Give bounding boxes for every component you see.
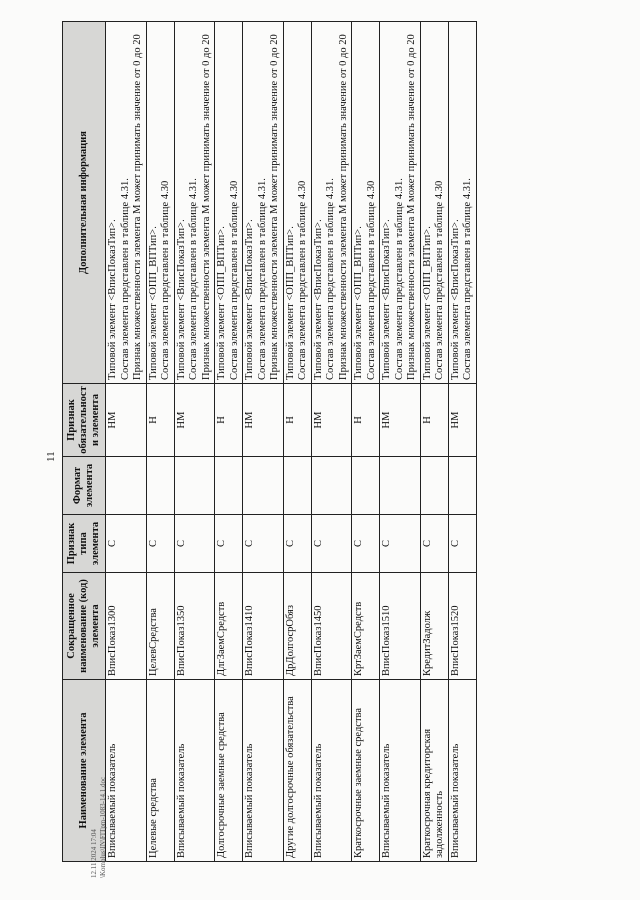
cell-name [106,680,147,862]
cell-name-line: Вписываемый показатель [381,743,392,858]
cell-info-line: Типовой элемент <ВписПоказТип>. [244,219,255,380]
cell-format [420,457,448,515]
cell-info-line: Типовой элемент <ВписПоказТип>. [107,219,118,380]
cell-required [174,384,215,457]
header-code: Сокращенное наименование (код) элемента [63,573,106,680]
cell-name-line: Вписываемый показатель [107,743,118,858]
cell-info [420,22,448,384]
cell-info [448,22,476,384]
cell-format [380,457,421,515]
cell-type [352,515,380,573]
cell-info [352,22,380,384]
cell-name-line: Целевые средства [147,778,159,858]
cell-required-line: НМ [107,411,118,429]
cell-required [243,384,284,457]
cell-name [448,680,476,862]
cell-required [352,384,380,457]
cell-name [174,680,215,862]
cell-type [448,515,476,573]
cell-type [283,515,311,573]
cell-name [420,680,448,862]
cell-type [380,515,421,573]
cell-format [106,457,147,515]
cell-type [215,515,243,573]
cell-code-line: ДлгЗаемСредств [216,601,227,676]
cell-type-line: С [107,540,118,548]
cell-format [352,457,380,515]
cell-info [215,22,243,384]
cell-info-line: Типовой элемент <ВписПоказТип>. [175,219,187,380]
table-row [243,22,284,862]
cell-info-line: Признак множественности элемента М может принимать значение от 0 до 20 [269,34,280,380]
cell-info-line: Признак множественности элемента М может принимать значение от 0 до 20 [132,34,143,380]
rotated-table-wrapper [62,22,477,862]
table-row [215,22,243,862]
cell-type [311,515,352,573]
page-number: 11 [45,451,57,462]
cell-code-line: ВписПоказ1410 [244,605,255,676]
cell-code [420,573,448,680]
cell-code-line: КртЗаемСредств [353,601,364,676]
cell-info-line: Состав элемента представлен в таблице 4.31. [256,178,268,380]
cell-required [146,384,174,457]
cell-required-line: НМ [449,411,461,429]
cell-name [283,680,311,862]
table-row [311,22,352,862]
cell-required-line: НМ [244,411,255,429]
cell-name [215,680,243,862]
cell-type-line: С [216,540,227,548]
cell-format [283,457,311,515]
cell-info-line: Состав элемента представлен в таблице 4.31. [119,178,131,380]
cell-info [106,22,147,384]
cell-name-line: Вписываемый показатель [175,743,187,858]
cell-info-line: Типовой элемент <ВписПоказТип>. [312,219,324,380]
cell-required [380,384,421,457]
cell-name [311,680,352,862]
cell-name-line: Вписываемый показатель [244,743,255,858]
cell-format [448,457,476,515]
table-row [174,22,215,862]
cell-info-line: Типовой элемент <ОПП_ВПТип>. [421,226,433,380]
cell-info-line: Признак множественности элемента М может принимать значение от 0 до 20 [406,34,417,380]
cell-required-line: Н [216,416,227,424]
cell-info-line: Состав элемента представлен в таблице 4.31. [325,178,336,380]
cell-info-line: Типовой элемент <ОПП_ВПТип>. [216,226,227,380]
cell-required [215,384,243,457]
cell-info [311,22,352,384]
cell-code [174,573,215,680]
cell-code-line: ВписПоказ1350 [175,605,187,676]
cell-code-line: ВписПоказ1300 [107,605,118,676]
header-info: Дополнительная информация [63,22,106,384]
header-format: Формат элемента [63,457,106,515]
cell-code-line: ДрДолгосрОбяз [284,604,296,676]
table-row [380,22,421,862]
cell-name-line: Краткосрочная кредиторская задолженность [421,728,445,858]
cell-code [380,573,421,680]
cell-required-line: НМ [381,411,392,429]
cell-type [146,515,174,573]
cell-required-line: Н [284,416,296,424]
cell-name-line: Вписываемый показатель [312,743,324,858]
cell-name [352,680,380,862]
cell-name-line: Другие долгосрочные обязательства [284,696,296,858]
cell-type-line: С [284,540,296,548]
cell-required-line: НМ [175,411,187,429]
cell-required [311,384,352,457]
cell-code [106,573,147,680]
cell-code [215,573,243,680]
cell-format [174,457,215,515]
cell-info-line: Состав элемента представлен в таблице 4.30 [434,180,445,380]
cell-required [106,384,147,457]
cell-code-line: КредитЗадолж [421,610,433,676]
cell-type-line: С [312,540,324,548]
cell-type-line: С [147,540,159,548]
cell-type [420,515,448,573]
cell-code [311,573,352,680]
cell-info-line: Состав элемента представлен в таблице 4.30 [365,180,377,380]
table-row [283,22,311,862]
cell-type-line: С [449,540,461,548]
cell-info [146,22,174,384]
header-type: Признак типа элемента [63,515,106,573]
cell-type-line: С [421,540,433,548]
cell-required-line: Н [421,416,433,424]
cell-name [380,680,421,862]
cell-info-line: Типовой элемент <ОПП_ВПТип>. [284,226,296,380]
cell-info-line: Состав элемента представлен в таблице 4.30 [297,180,308,380]
cell-info [283,22,311,384]
cell-type-line: С [381,540,392,548]
table-body [106,22,477,862]
cell-required [448,384,476,457]
cell-info-line: Типовой элемент <ОПП_ВПТип>. [147,226,159,380]
cell-code-line: ЦелевСредства [147,608,159,676]
cell-info-line: Типовой элемент <ВписПоказТип>. [381,219,392,380]
cell-info-line: Состав элемента представлен в таблице 4.31. [188,178,199,380]
cell-type [243,515,284,573]
cell-type-line: С [244,540,255,548]
cell-code-line: ВписПоказ1450 [312,605,324,676]
table-row [352,22,380,862]
cell-code-line: ВписПоказ1520 [449,605,461,676]
cell-required-line: Н [147,416,159,424]
cell-required [283,384,311,457]
cell-info [243,22,284,384]
cell-format [146,457,174,515]
cell-info-line: Признак множественности элемента М может принимать значение от 0 до 20 [200,34,212,380]
table-row [146,22,174,862]
header-name: Наименование элемента [63,680,106,862]
cell-required [420,384,448,457]
table-row [420,22,448,862]
cell-name [146,680,174,862]
cell-code [352,573,380,680]
cell-format [311,457,352,515]
cell-format [243,457,284,515]
cell-info [174,22,215,384]
cell-type-line: С [175,540,187,548]
cell-required-line: Н [353,416,364,424]
cell-name-line: Краткосрочные заемные средства [353,707,364,858]
cell-info-line: Состав элемента представлен в таблице 4.31. [462,178,473,380]
cell-code [146,573,174,680]
cell-info [380,22,421,384]
cell-required-line: НМ [312,411,324,429]
cell-code [243,573,284,680]
cell-name-line: Долгосрочные заемные средства [216,712,227,858]
cell-info-line: Типовой элемент <ВписПоказТип>. [449,219,461,380]
cell-type-line: С [353,540,364,548]
cell-type [174,515,215,573]
cell-info-line: Признак множественности элемента М может принимать значение от 0 до 20 [337,34,349,380]
table-row [448,22,476,862]
cell-name-line: Вписываемый показатель [449,743,461,858]
cell-code [283,573,311,680]
cell-type [106,515,147,573]
cell-info-line: Типовой элемент <ОПП_ВПТип>. [353,226,364,380]
print-stamp [90,777,108,878]
stamp-date: 12.11.2024 17:04 [90,829,98,878]
stamp-path: \Komplus\IN\FITpm-1083-14.1.doc [99,776,107,878]
cell-info-line: Состав элемента представлен в таблице 4.31. [393,178,405,380]
cell-info-line: Состав элемента представлен в таблице 4.30 [160,180,171,380]
cell-info-line: Состав элемента представлен в таблице 4.30 [228,180,240,380]
table-header-row [63,22,106,862]
table-row [106,22,147,862]
cell-format [215,457,243,515]
header-required: Признак обязательности элемента [63,384,106,457]
cell-code-line: ВписПоказ1510 [381,605,392,676]
elements-table [62,21,477,862]
cell-name [243,680,284,862]
cell-code [448,573,476,680]
